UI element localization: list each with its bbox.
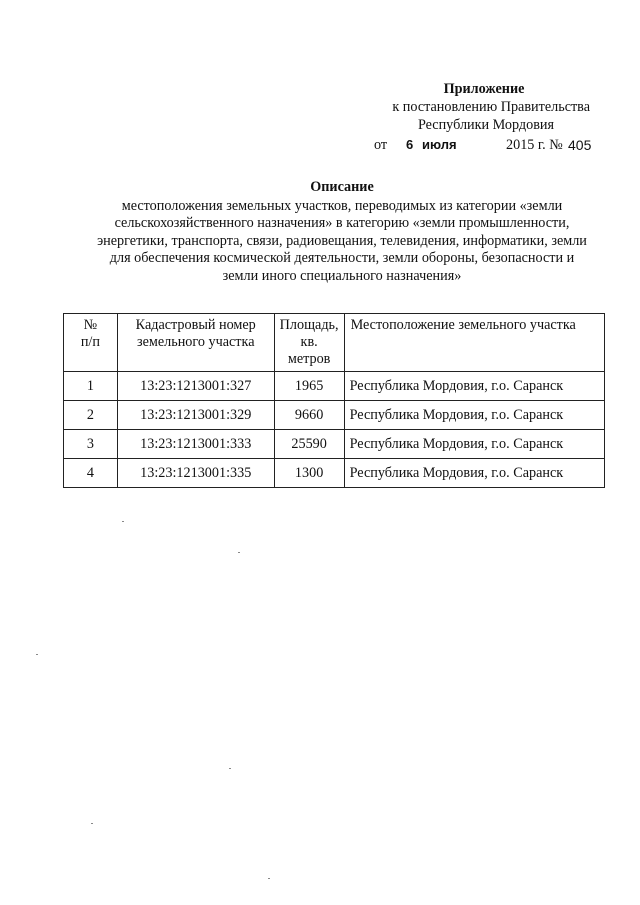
description-line: земли иного специального назначения» (222, 267, 462, 284)
header-number (64, 314, 118, 372)
cell-number: 3 (64, 430, 118, 459)
header-location (344, 314, 604, 372)
cell-number: 1 (64, 372, 118, 401)
appendix-resolution-line: к постановлению Правительства (392, 99, 590, 115)
cell-location: Республика Мордовия, г.о. Саранск (344, 372, 604, 401)
date-month: июля (422, 137, 457, 152)
cell-cadastral: 13:23:1213001:333 (117, 430, 274, 459)
header-location-line: Местоположение земельного участка (350, 317, 576, 333)
header-number-line: № (83, 317, 98, 333)
header-cadastral-line: земельного участка (136, 334, 255, 350)
table-header-row (64, 314, 605, 372)
land-plots-table (63, 313, 605, 488)
description-title: Описание (310, 179, 374, 195)
cell-area: 9660 (274, 401, 344, 430)
appendix-title: Приложение (443, 81, 525, 97)
cell-area: 1300 (274, 459, 344, 488)
scan-speck (229, 768, 231, 769)
description-line: сельскохозяйственного назначения» в категорию «земли промышленности, (114, 215, 570, 231)
cell-cadastral: 13:23:1213001:335 (117, 459, 274, 488)
table-row (64, 401, 605, 430)
header-area-line: метров (287, 351, 331, 367)
table-row (64, 430, 605, 459)
description-line: местоположения земельных участков, переводимых из категории «земли (121, 197, 563, 214)
description-block (72, 179, 612, 285)
cell-cadastral: 13:23:1213001:329 (117, 401, 274, 430)
cell-area: 25590 (274, 430, 344, 459)
cell-location: Республика Мордовия, г.о. Саранск (344, 459, 604, 488)
cell-cadastral: 13:23:1213001:327 (117, 372, 274, 401)
cell-number: 4 (64, 459, 118, 488)
date-prefix: от (374, 137, 388, 153)
scan-speck (36, 654, 38, 655)
appendix-date-line (360, 135, 600, 155)
cell-area: 1965 (274, 372, 344, 401)
cell-location: Республика Мордовия, г.о. Саранск (344, 401, 604, 430)
cell-number: 2 (64, 401, 118, 430)
scan-speck (238, 552, 240, 553)
table-row (64, 372, 605, 401)
resolution-number: 405 (568, 137, 592, 153)
table-row (64, 459, 605, 488)
appendix-government-line: Республики Мордовия (417, 117, 555, 133)
description-line: для обеспечения космической деятельности, земли обороны, безопасности и (109, 250, 575, 266)
header-area-line: Площадь, (279, 317, 339, 333)
header-area (274, 314, 344, 372)
scan-speck (268, 878, 270, 879)
date-day: 6 (406, 137, 414, 152)
header-number-line: п/п (80, 334, 100, 350)
header-cadastral-line: Кадастровый номер (135, 317, 256, 333)
description-line: энергетики, транспорта, связи, радиовещания, телевидения, информатики, земли (97, 232, 587, 249)
scan-speck (91, 823, 93, 824)
appendix-header (360, 80, 600, 155)
header-cadastral (117, 314, 274, 372)
date-year: 2015 г. № (506, 137, 563, 153)
header-area-line: кв. (300, 334, 318, 350)
scan-speck (122, 521, 124, 522)
cell-location: Республика Мордовия, г.о. Саранск (344, 430, 604, 459)
